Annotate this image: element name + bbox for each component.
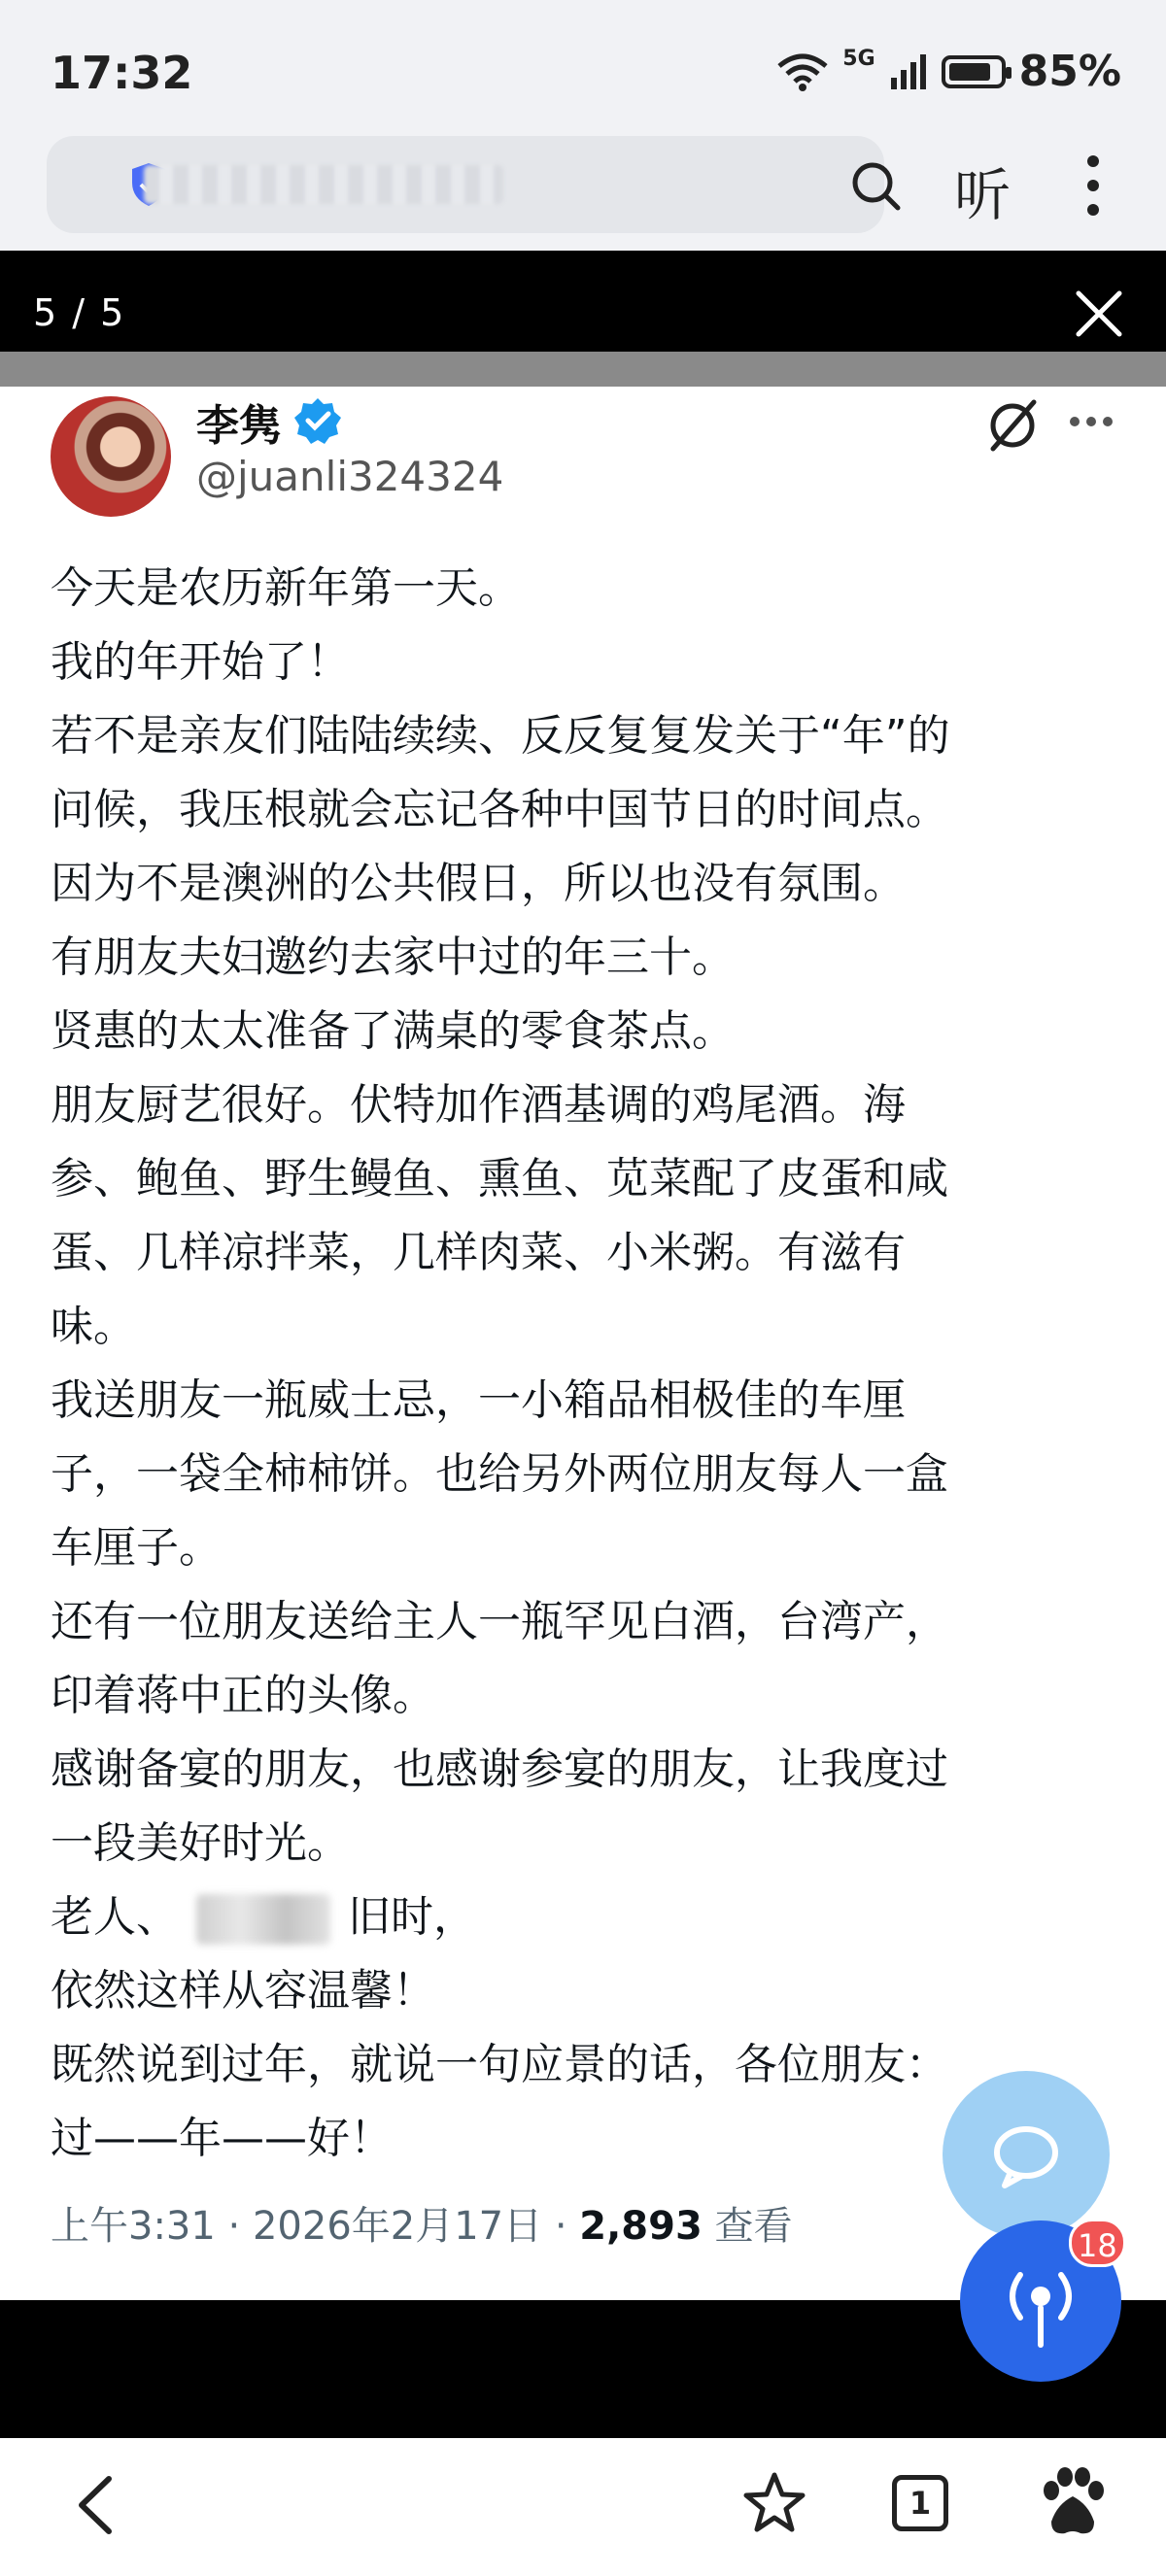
tweet-line: 我的年开始了！ [51, 637, 350, 687]
search-icon[interactable] [849, 159, 902, 212]
redacted-text [196, 1894, 330, 1945]
chat-button[interactable] [943, 2071, 1110, 2238]
tweet-line: 问候，我压根就会忘记各种中国节日的时间点。 [51, 785, 948, 834]
tweet-line: 朋友厨艺很好。伏特加作酒基调的鸡尾酒。海 [51, 1080, 906, 1130]
verified-badge-icon [293, 396, 342, 445]
timestamp[interactable]: 上午3:31 · 2026年2月17日 · [51, 2204, 580, 2249]
user-handle[interactable]: @juanli324324 [196, 453, 504, 500]
tweet-line: 蛋、几样凉拌菜，几样肉菜、小米粥。有滋有 [51, 1228, 906, 1277]
tweet-meta [51, 2195, 793, 2251]
grok-icon[interactable] [985, 398, 1040, 453]
views-label: 查看 [702, 2204, 793, 2249]
tweet-line: 依然这样从容温馨！ [51, 1966, 435, 2016]
url-text-redacted [144, 165, 503, 204]
tweet-line: 一段美好时光。 [51, 1818, 350, 1868]
tweet-line: 印着蒋中正的头像。 [51, 1671, 435, 1720]
avatar[interactable] [51, 396, 171, 517]
tweet-line: 感谢备宴的朋友，也感谢参宴的朋友，让我度过 [51, 1745, 948, 1794]
listen-button[interactable]: 听 [954, 162, 1012, 228]
signal-icon [889, 52, 928, 91]
tweet-line-prefix: 老人、 [51, 1892, 179, 1942]
back-arrow-icon[interactable] [70, 2473, 122, 2537]
browser-toolbar [0, 136, 1166, 251]
tabs-count-button[interactable]: 1 [892, 2475, 948, 2531]
tweet-line: 既然说到过年，就说一句应景的话，各位朋友： [51, 2040, 948, 2089]
page-counter: 5 / 5 [33, 291, 126, 334]
tweet-card [0, 387, 1166, 2300]
display-name[interactable]: 李隽 [196, 401, 282, 451]
chat-bubble-icon [943, 2071, 1110, 2238]
tweet-line [51, 1881, 1129, 1954]
battery-percent: 85% [1018, 47, 1121, 96]
post-more-icon[interactable] [1069, 414, 1114, 429]
tweet-line: 因为不是澳洲的公共假日，所以也没有氛围。 [51, 859, 906, 908]
status-icons [776, 47, 1121, 96]
tweet-line: 我送朋友一瓶威士忌，一小箱品相极佳的车厘 [51, 1375, 906, 1425]
tweet-line: 贤惠的太太准备了满桌的零食茶点。 [51, 1006, 735, 1056]
tweet-line: 子，一袋全柿柿饼。也给另外两位朋友每人一盒 [51, 1449, 948, 1499]
address-bar[interactable] [47, 136, 884, 233]
tweet-line-suffix: 旧时， [348, 1892, 476, 1942]
tweet-line: 今天是农历新年第一天。 [51, 563, 521, 613]
status-bar [0, 0, 1166, 136]
battery-icon [942, 55, 1006, 88]
tweet-line: 过——年——好！ [51, 2114, 393, 2163]
tweet-text [51, 552, 1129, 2176]
close-icon[interactable] [1075, 289, 1123, 338]
tweet-line: 参、鲍鱼、野生鳗鱼、熏鱼、苋菜配了皮蛋和咸 [51, 1154, 948, 1203]
tweet-line: 车厘子。 [51, 1523, 222, 1573]
notification-badge: 18 [1069, 2219, 1126, 2267]
tweet-line: 还有一位朋友送给主人一瓶罕见白酒，台湾产， [51, 1597, 948, 1646]
baidu-paw-icon[interactable] [1038, 2465, 1108, 2539]
tweet-line: 味。 [51, 1302, 136, 1351]
divider-strip [0, 352, 1166, 387]
star-icon[interactable] [742, 2471, 806, 2535]
network-label: 5G [842, 47, 875, 71]
tweet-line: 若不是亲友们陆陆续续、反反复复发关于“年”的 [51, 711, 950, 761]
more-menu-icon[interactable] [1079, 153, 1108, 218]
bottom-nav-bar [0, 2438, 1166, 2576]
wifi-icon [776, 52, 829, 91]
status-time: 17:32 [51, 47, 193, 99]
views-count: 2,893 [579, 2204, 703, 2249]
image-viewer-bar [0, 251, 1166, 352]
tweet-line: 有朋友夫妇邀约去家中过的年三十。 [51, 932, 735, 982]
